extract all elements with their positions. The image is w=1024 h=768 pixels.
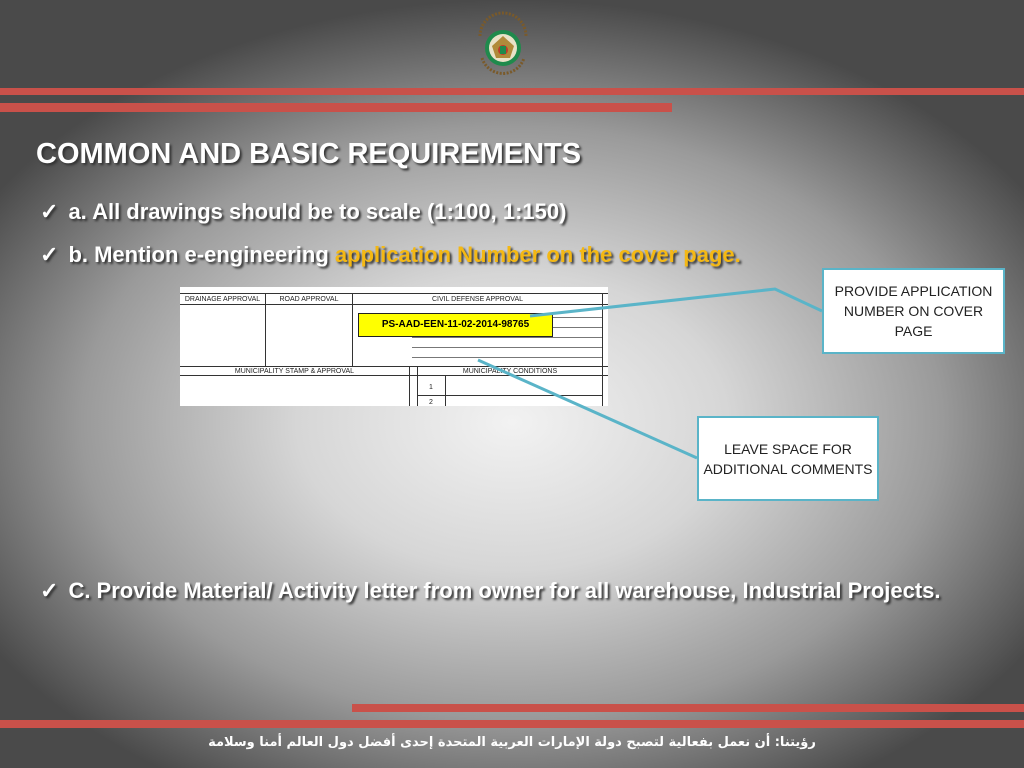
checkmark-icon: ✓ bbox=[40, 199, 59, 224]
bullet-a-text: a. All drawings should be to scale (1:100, 1:150) bbox=[68, 199, 567, 224]
bullet-c bbox=[40, 575, 990, 606]
drainage-approval-label: DRAINAGE APPROVAL bbox=[184, 296, 261, 303]
callout-cover-text: PROVIDE APPLICATION NUMBER ON COVER PAGE bbox=[834, 283, 993, 339]
condition-row-number: 1 bbox=[429, 384, 433, 391]
callout-cover-page bbox=[822, 268, 1005, 354]
bullet-b-text: b. Mention e-engineering bbox=[68, 242, 335, 267]
slide-title: COMMON AND BASIC REQUIREMENTS bbox=[36, 138, 582, 170]
civil-defense-label: CIVIL DEFENSE APPROVAL bbox=[431, 296, 524, 303]
bullet-c-text: C. Provide Material/ Activity letter from owner for all warehouse, Industrial Projects. bbox=[68, 578, 941, 603]
checkmark-icon: ✓ bbox=[40, 242, 59, 267]
municipality-stamp-label: MUNICIPALITY STAMP & APPROVAL bbox=[234, 368, 355, 375]
bullet-b-highlight: application Number on the cover page. bbox=[334, 242, 741, 267]
footer-vision: رؤيتنا: أن نعمل بفعالية لتصبح دولة الإمارات العربية المتحدة إحدى أفضل دول العالم أمنا وسلامة bbox=[208, 735, 816, 750]
condition-row-number: 2 bbox=[429, 399, 433, 406]
checkmark-icon: ✓ bbox=[40, 578, 59, 603]
application-number: PS-AAD-EEN-11-02-2014-98765 bbox=[358, 313, 553, 337]
callout-comments bbox=[697, 416, 879, 501]
municipality-conditions-label: MUNICIPALITY CONDITIONS bbox=[462, 368, 558, 375]
callout-comments-text: LEAVE SPACE FOR ADDITIONAL COMMENTS bbox=[703, 440, 873, 477]
road-approval-label: ROAD APPROVAL bbox=[279, 296, 339, 303]
